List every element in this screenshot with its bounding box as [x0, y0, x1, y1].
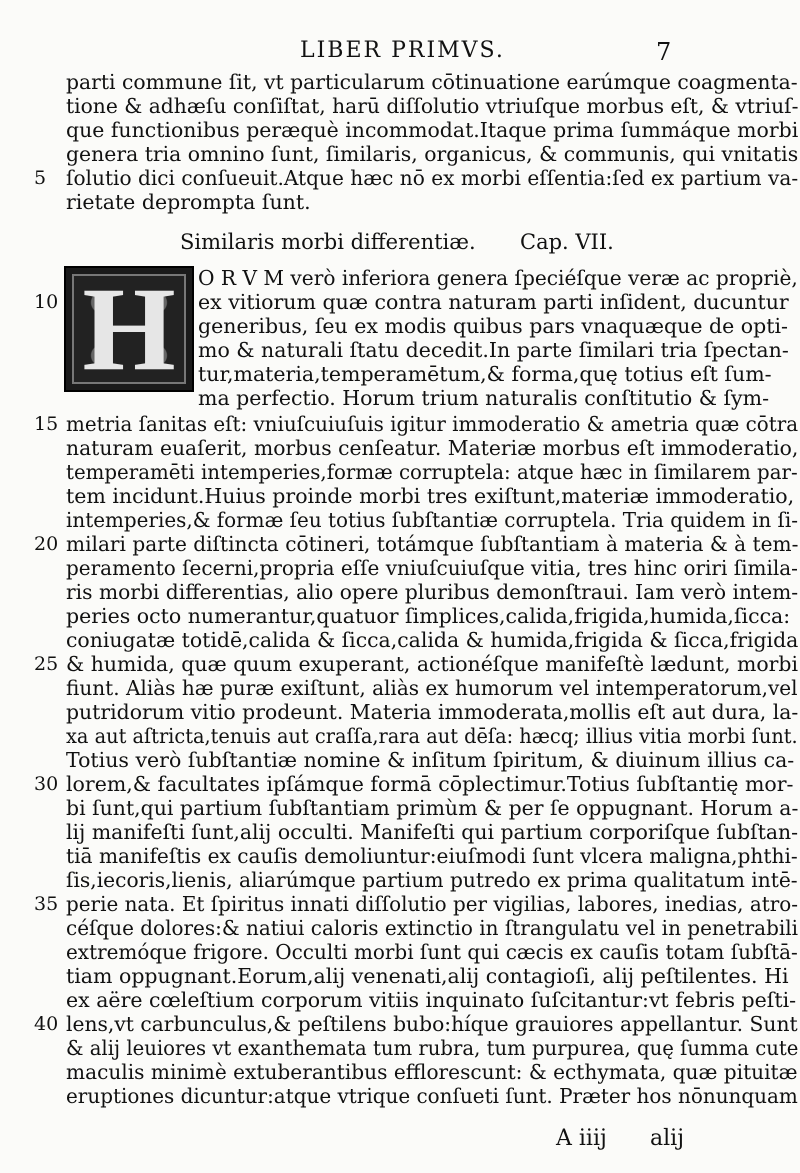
text-line: rietate deprompta ſunt.	[66, 190, 311, 214]
chapter-title: Similaris morbi differentiæ.	[180, 230, 476, 254]
text-line: temperamēti intemperies,formæ corruptela: atque hæc in ſimilarem par-	[66, 460, 798, 484]
text-line: ex aëre cœleſtium corporum vitiis inquinato ſuſcitantur:vt febris peſti-	[66, 988, 797, 1012]
text-line: céſque dolores:& natiui caloris extinctio in ſtrangulatu vel in penetrabili	[66, 916, 799, 940]
text-line: perie nata. Et ſpiritus innati diſſolutio per vigilias, labores, inedias, atro-	[66, 892, 798, 916]
text-line: que functionibus peræquè incommodat.Itaque prima ſummáque morbi	[66, 118, 799, 142]
text-line: & alij leuiores vt exanthemata tum rubra, tum purpurea, quę ſumma cute	[66, 1036, 799, 1060]
signature-mark: A iiij	[556, 1126, 607, 1151]
line-number: 25	[34, 653, 59, 675]
text-line: & humida, quæ quum exuperant, actionéſque manifeſtè lædunt, morbi	[66, 652, 799, 676]
decorated-initial	[64, 262, 194, 395]
text-line: ris morbi differentias, alio opere pluribus demonſtraui. Iam verò intem-	[66, 580, 799, 604]
text-line: fiunt. Aliàs hæ puræ exiſtunt, aliàs ex humorum vel intemperatorum,vel	[66, 676, 798, 700]
page-number: 7	[656, 38, 672, 66]
text-line: Totius verò ſubſtantiæ nomine & inſitum ſpiritum, & diuinum illius ca-	[66, 748, 795, 772]
text-line: putridorum vitio prodeunt. Materia immoderata,mollis eſt aut dura, la-	[66, 700, 799, 724]
text-line: naturam euaſerit, morbus cenſeatur. Materiæ morbus eſt immoderatio,	[66, 436, 799, 460]
running-head	[0, 38, 800, 68]
text-line: generibus, ſeu ex modis quibus pars vnaquæque de opti-	[198, 314, 788, 338]
catchword: alij	[650, 1126, 685, 1151]
text-line: tione & adhæſu conſiſtat, harū diſſolutio vtriuſque morbus eſt, & vtriuſ-	[66, 94, 799, 118]
line-number: 30	[34, 773, 59, 795]
text-line: peries octo numerantur,quatuor ſimplices,calida,frigida,humida,ſicca:	[66, 604, 791, 628]
text-line: eruptiones dicuntur:atque vtrique conſueti ſunt. Præter hos nōnunquam	[66, 1084, 798, 1108]
text-line: O R V M verò inferiora genera ſpeciéſque veræ ac propriè,	[198, 266, 798, 290]
chapter-heading	[0, 230, 800, 256]
text-line: xa aut aſtricta,tenuis aut craſſa,rara aut dēſa: hæcq; illius vitia morbi ſunt.	[66, 724, 798, 748]
text-line: ex vitiorum quæ contra naturam parti inſident, ducuntur	[198, 290, 789, 314]
text-line: tiā manifeſtis ex cauſis demoliuntur:eiuſmodi ſunt vlcera maligna,phthi-	[66, 844, 798, 868]
text-line: metria ſanitas eſt: vniuſcuiuſuis igitur immoderatio & ametria quæ cōtra	[66, 412, 799, 436]
page-footer	[0, 1126, 800, 1154]
text-line: milari parte diſtincta cōtineri, totámque ſubſtantiam à materia & à tem-	[66, 532, 799, 556]
text-line: lij manifeſti ſunt,alij occulti. Manifeſti qui partium corporiſque ſubſtan-	[66, 820, 799, 844]
text-line: intemperies,& formæ ſeu totius ſubſtantiæ corruptela. Tria quidem in ſi-	[66, 508, 798, 532]
text-line: tiam oppugnant.Eorum,alij venenati,alij contagioſi, alij peſtilentes. Hi	[66, 964, 789, 988]
line-number: 10	[34, 291, 59, 313]
text-line: parti commune ſit, vt particularum cōtinuatione earúmque coagmenta-	[66, 70, 798, 94]
chapter-number: Cap. VII.	[520, 230, 614, 254]
text-line: genera tria omnino ſunt, ſimilaris, organicus, & communis, qui vnitatis	[66, 142, 799, 166]
text-line: ma perfectio. Horum trium naturalis conſtitutio & ſym-	[198, 386, 770, 410]
initial-letter: H	[82, 262, 176, 395]
text-line: mo & naturali ſtatu decedit.In parte ſimilari tria ſpectan-	[198, 338, 789, 362]
text-line: maculis minimè extuberantibus efflorescunt: & ecthymata, quæ pituitæ	[66, 1060, 798, 1084]
text-line: extremóque frigore. Occulti morbi ſunt qui cæcis ex cauſis totam ſubſtā-	[66, 940, 798, 964]
text-line: tur,materia,temperamētum,& forma,quę totius eſt ſum-	[198, 362, 772, 386]
text-line: ſolutio dici conſueuit.Atque hæc nō ex morbi eſſentia:ſed ex partium va-	[66, 166, 799, 190]
text-line: tem incidunt.Huius proinde morbi tres exiſtunt,materiæ immoderatio,	[66, 484, 795, 508]
line-number: 5	[34, 167, 47, 189]
line-number: 35	[34, 893, 59, 915]
line-number: 15	[34, 413, 59, 435]
text-line: lens,vt carbunculus,& peſtilens bubo:híque grauiores appellantur. Sunt	[66, 1012, 798, 1036]
text-line: coniugatæ totidē,calida & ſicca,calida & humida,frigida & ſicca,frigida	[66, 628, 799, 652]
text-line: lorem,& facultates ipſámque formā cōplectimur.Totius ſubſtantię mor-	[66, 772, 794, 796]
line-number: 20	[34, 533, 59, 555]
running-title: LIBER PRIMVS.	[300, 38, 505, 63]
text-line: ſis,iecoris,lienis, aliarúmque partium putredo ex prima qualitatum intē-	[66, 868, 798, 892]
text-line: bi ſunt,qui partium ſubſtantiam primùm & per ſe oppugnant. Horum a-	[66, 796, 799, 820]
text-line: peramento ſecerni,propria eſſe vniuſcuiuſque vitia, tres hinc oriri ſimila-	[66, 556, 798, 580]
line-number: 40	[34, 1013, 59, 1035]
